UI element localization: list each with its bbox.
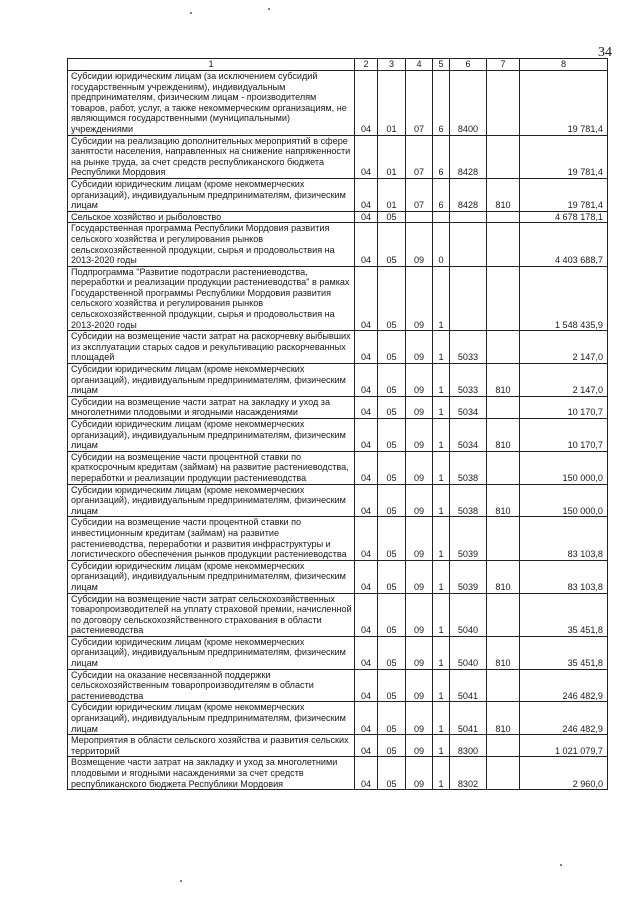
subprogram-code-cell: 1 bbox=[433, 757, 450, 790]
table-row bbox=[68, 266, 608, 331]
subprogram-code-cell: 1 bbox=[433, 593, 450, 636]
subsection-code-cell: 05 bbox=[378, 669, 406, 702]
table-row bbox=[68, 636, 608, 669]
description-cell: Субсидии на возмещение части процентной ставки по инвестиционным кредитам (займам) на развитие растениеводства, переработки и развития инфраструктуры и логистического обеспечения рынков продукции растениеводства bbox=[68, 517, 355, 560]
description-cell: Субсидии на оказание несвязанной поддержки сельскохозяйственным товаропроизводителям в области растениеводства bbox=[68, 669, 355, 702]
subsection-code-cell: 05 bbox=[378, 636, 406, 669]
subprogram-code-cell: 1 bbox=[433, 396, 450, 418]
expense-type-cell bbox=[487, 757, 520, 790]
amount-cell: 83 103,8 bbox=[520, 517, 608, 560]
section-code-cell: 04 bbox=[355, 593, 378, 636]
subsection-code-cell: 05 bbox=[378, 735, 406, 757]
scan-speck bbox=[268, 8, 270, 10]
header-cell: 2 bbox=[355, 59, 378, 71]
subsection-code-cell: 05 bbox=[378, 517, 406, 560]
subprogram-code-cell: 1 bbox=[433, 451, 450, 484]
section-code-cell: 04 bbox=[355, 419, 378, 452]
description-cell: Подпрограмма "Развитие подотрасли растениеводства, переработки и реализации продукции растениеводства" в рамках Государственной программы Республики Мордовия развития сельского хозяйства и регулирования рынков сельскохозяйственной продукции, сырья и продовольствия на 2013-2020 годы bbox=[68, 266, 355, 331]
section-code-cell: 04 bbox=[355, 735, 378, 757]
subprogram-code-cell: 1 bbox=[433, 484, 450, 517]
description-cell: Мероприятия в области сельского хозяйства и развития сельских территорий bbox=[68, 735, 355, 757]
table-row bbox=[68, 593, 608, 636]
subsection-code-cell: 01 bbox=[378, 135, 406, 178]
article-code-cell: 5034 bbox=[450, 419, 487, 452]
description-cell: Субсидии юридическим лицам (кроме некоммерческих организаций), индивидуальным предпринимателям, физическим лицам bbox=[68, 419, 355, 452]
amount-cell: 2 960,0 bbox=[520, 757, 608, 790]
subprogram-code-cell: 6 bbox=[433, 135, 450, 178]
expense-type-cell bbox=[487, 593, 520, 636]
table-row bbox=[68, 364, 608, 397]
article-code-cell: 8300 bbox=[450, 735, 487, 757]
program-code-cell: 09 bbox=[406, 419, 433, 452]
article-code-cell bbox=[450, 266, 487, 331]
amount-cell: 1 021 079,7 bbox=[520, 735, 608, 757]
article-code-cell: 8428 bbox=[450, 178, 487, 211]
subprogram-code-cell: 1 bbox=[433, 560, 450, 593]
section-code-cell: 04 bbox=[355, 517, 378, 560]
amount-cell: 10 170,7 bbox=[520, 396, 608, 418]
amount-cell: 150 000,0 bbox=[520, 451, 608, 484]
table-row bbox=[68, 419, 608, 452]
program-code-cell: 09 bbox=[406, 364, 433, 397]
table-row bbox=[68, 178, 608, 211]
amount-cell: 1 548 435,9 bbox=[520, 266, 608, 331]
section-code-cell: 04 bbox=[355, 135, 378, 178]
article-code-cell: 5038 bbox=[450, 451, 487, 484]
scan-speck bbox=[190, 12, 192, 14]
description-cell: Субсидии юридическим лицам (кроме некоммерческих организаций), индивидуальным предпринимателям, физическим лицам bbox=[68, 702, 355, 735]
article-code-cell: 5039 bbox=[450, 517, 487, 560]
table-row bbox=[68, 484, 608, 517]
expense-type-cell bbox=[487, 135, 520, 178]
subprogram-code-cell: 1 bbox=[433, 266, 450, 331]
program-code-cell: 09 bbox=[406, 702, 433, 735]
program-code-cell: 09 bbox=[406, 757, 433, 790]
amount-cell: 19 781,4 bbox=[520, 178, 608, 211]
program-code-cell: 09 bbox=[406, 223, 433, 266]
article-code-cell: 5034 bbox=[450, 396, 487, 418]
expense-type-cell bbox=[487, 517, 520, 560]
subprogram-code-cell: 1 bbox=[433, 419, 450, 452]
description-cell: Возмещение части затрат на закладку и уход за многолетними плодовыми и ягодными насаждениями за счет средств республиканского бюджета Республики Мордовия bbox=[68, 757, 355, 790]
amount-cell: 2 147,0 bbox=[520, 364, 608, 397]
section-code-cell: 04 bbox=[355, 223, 378, 266]
expense-type-cell bbox=[487, 211, 520, 223]
header-cell: 6 bbox=[450, 59, 487, 71]
description-cell: Субсидии юридическим лицам (за исключением субсидий государственным учреждениям), индивидуальным предпринимателям, физическим лицам - производителям товаров, работ, услуг, а также некоммерческим организациям, не являющимся государственными (муниципальными) учреждениями bbox=[68, 71, 355, 136]
header-cell: 4 bbox=[406, 59, 433, 71]
description-cell: Субсидии на возмещение части затрат на закладку и уход за многолетними плодовыми и ягодными насаждениями bbox=[68, 396, 355, 418]
subprogram-code-cell: 1 bbox=[433, 517, 450, 560]
article-code-cell: 5040 bbox=[450, 636, 487, 669]
subprogram-code-cell: 1 bbox=[433, 331, 450, 364]
expense-type-cell: 810 bbox=[487, 560, 520, 593]
header-cell: 3 bbox=[378, 59, 406, 71]
program-code-cell: 09 bbox=[406, 560, 433, 593]
article-code-cell: 5033 bbox=[450, 364, 487, 397]
amount-cell: 4 403 688,7 bbox=[520, 223, 608, 266]
expense-type-cell: 810 bbox=[487, 419, 520, 452]
article-code-cell bbox=[450, 211, 487, 223]
table-row bbox=[68, 757, 608, 790]
description-cell: Субсидии юридическим лицам (кроме некоммерческих организаций), индивидуальным предпринимателям, физическим лицам bbox=[68, 484, 355, 517]
section-code-cell: 04 bbox=[355, 636, 378, 669]
section-code-cell: 04 bbox=[355, 560, 378, 593]
subsection-code-cell: 05 bbox=[378, 593, 406, 636]
subprogram-code-cell bbox=[433, 211, 450, 223]
description-cell: Государственная программа Республики Мордовия развития сельского хозяйства и регулирования рынков сельскохозяйственной продукции, сырья и продовольствия на 2013-2020 годы bbox=[68, 223, 355, 266]
description-cell: Субсидии юридическим лицам (кроме некоммерческих организаций), индивидуальным предпринимателям, физическим лицам bbox=[68, 560, 355, 593]
amount-cell: 246 482,9 bbox=[520, 702, 608, 735]
section-code-cell: 04 bbox=[355, 364, 378, 397]
section-code-cell: 04 bbox=[355, 331, 378, 364]
program-code-cell: 09 bbox=[406, 484, 433, 517]
program-code-cell: 09 bbox=[406, 517, 433, 560]
section-code-cell: 04 bbox=[355, 757, 378, 790]
table-row bbox=[68, 735, 608, 757]
description-cell: Субсидии юридическим лицам (кроме некоммерческих организаций), индивидуальным предпринимателям, физическим лицам bbox=[68, 636, 355, 669]
section-code-cell: 04 bbox=[355, 484, 378, 517]
expense-type-cell: 810 bbox=[487, 702, 520, 735]
expense-type-cell bbox=[487, 71, 520, 136]
amount-cell: 10 170,7 bbox=[520, 419, 608, 452]
article-code-cell: 5041 bbox=[450, 702, 487, 735]
description-cell: Сельское хозяйство и рыболовство bbox=[68, 211, 355, 223]
subsection-code-cell: 05 bbox=[378, 331, 406, 364]
article-code-cell: 5040 bbox=[450, 593, 487, 636]
description-cell: Субсидии на возмещение части затрат сельскохозяйственных товаропроизводителей на уплату страховой премии, начисленной по договору сельскохозяйственного страхования в области растениеводства bbox=[68, 593, 355, 636]
amount-cell: 35 451,8 bbox=[520, 593, 608, 636]
expense-type-cell bbox=[487, 266, 520, 331]
budget-table bbox=[67, 58, 608, 790]
subsection-code-cell: 05 bbox=[378, 702, 406, 735]
table-row bbox=[68, 669, 608, 702]
description-cell: Субсидии юридическим лицам (кроме некоммерческих организаций), индивидуальным предпринимателям, физическим лицам bbox=[68, 178, 355, 211]
article-code-cell: 8400 bbox=[450, 71, 487, 136]
article-code-cell: 8428 bbox=[450, 135, 487, 178]
article-code-cell: 5038 bbox=[450, 484, 487, 517]
subsection-code-cell: 05 bbox=[378, 223, 406, 266]
section-code-cell: 04 bbox=[355, 211, 378, 223]
subsection-code-cell: 05 bbox=[378, 396, 406, 418]
expense-type-cell: 810 bbox=[487, 178, 520, 211]
amount-cell: 83 103,8 bbox=[520, 560, 608, 593]
amount-cell: 2 147,0 bbox=[520, 331, 608, 364]
subsection-code-cell: 01 bbox=[378, 178, 406, 211]
expense-type-cell bbox=[487, 735, 520, 757]
scan-speck bbox=[560, 864, 562, 866]
expense-type-cell bbox=[487, 223, 520, 266]
article-code-cell bbox=[450, 223, 487, 266]
subsection-code-cell: 05 bbox=[378, 484, 406, 517]
table-header-row bbox=[68, 59, 608, 71]
expense-type-cell: 810 bbox=[487, 364, 520, 397]
page-number: 34 bbox=[598, 45, 612, 60]
program-code-cell bbox=[406, 211, 433, 223]
table-row bbox=[68, 71, 608, 136]
amount-cell: 19 781,4 bbox=[520, 135, 608, 178]
header-cell: 7 bbox=[487, 59, 520, 71]
program-code-cell: 07 bbox=[406, 135, 433, 178]
subprogram-code-cell: 1 bbox=[433, 669, 450, 702]
description-cell: Субсидии на реализацию дополнительных мероприятий в сфере занятости населения, направленных на снижение напряженности на рынке труда, за счет средств республиканского бюджета Республики Мордовия bbox=[68, 135, 355, 178]
section-code-cell: 04 bbox=[355, 71, 378, 136]
article-code-cell: 8302 bbox=[450, 757, 487, 790]
program-code-cell: 09 bbox=[406, 331, 433, 364]
program-code-cell: 07 bbox=[406, 178, 433, 211]
program-code-cell: 09 bbox=[406, 636, 433, 669]
table-row bbox=[68, 702, 608, 735]
scan-speck bbox=[180, 880, 182, 882]
subprogram-code-cell: 0 bbox=[433, 223, 450, 266]
subprogram-code-cell: 1 bbox=[433, 636, 450, 669]
program-code-cell: 09 bbox=[406, 396, 433, 418]
subprogram-code-cell: 6 bbox=[433, 178, 450, 211]
amount-cell: 150 000,0 bbox=[520, 484, 608, 517]
section-code-cell: 04 bbox=[355, 669, 378, 702]
amount-cell: 35 451,8 bbox=[520, 636, 608, 669]
section-code-cell: 04 bbox=[355, 178, 378, 211]
expense-type-cell bbox=[487, 669, 520, 702]
subprogram-code-cell: 1 bbox=[433, 702, 450, 735]
section-code-cell: 04 bbox=[355, 702, 378, 735]
table-row bbox=[68, 396, 608, 418]
subsection-code-cell: 05 bbox=[378, 560, 406, 593]
program-code-cell: 09 bbox=[406, 451, 433, 484]
program-code-cell: 09 bbox=[406, 669, 433, 702]
program-code-cell: 09 bbox=[406, 266, 433, 331]
subsection-code-cell: 05 bbox=[378, 211, 406, 223]
table-row bbox=[68, 451, 608, 484]
expense-type-cell: 810 bbox=[487, 484, 520, 517]
expense-type-cell bbox=[487, 331, 520, 364]
expense-type-cell bbox=[487, 451, 520, 484]
table-row bbox=[68, 517, 608, 560]
expense-type-cell: 810 bbox=[487, 636, 520, 669]
article-code-cell: 5041 bbox=[450, 669, 487, 702]
subprogram-code-cell: 6 bbox=[433, 71, 450, 136]
subsection-code-cell: 05 bbox=[378, 364, 406, 397]
program-code-cell: 09 bbox=[406, 735, 433, 757]
description-cell: Субсидии на возмещение части процентной ставки по краткосрочным кредитам (займам) на развитие растениеводства, переработки и реализации продукции растениеводства bbox=[68, 451, 355, 484]
header-cell: 8 bbox=[520, 59, 608, 71]
table-row bbox=[68, 560, 608, 593]
subsection-code-cell: 01 bbox=[378, 71, 406, 136]
article-code-cell: 5033 bbox=[450, 331, 487, 364]
table-row bbox=[68, 331, 608, 364]
subsection-code-cell: 05 bbox=[378, 451, 406, 484]
table-row bbox=[68, 223, 608, 266]
article-code-cell: 5039 bbox=[450, 560, 487, 593]
description-cell: Субсидии на возмещение части затрат на раскорчевку выбывших из эксплуатации старых садов и рекультивацию раскорчеванных площадей bbox=[68, 331, 355, 364]
expense-type-cell bbox=[487, 396, 520, 418]
table-row bbox=[68, 135, 608, 178]
subsection-code-cell: 05 bbox=[378, 419, 406, 452]
amount-cell: 4 678 178,1 bbox=[520, 211, 608, 223]
amount-cell: 19 781,4 bbox=[520, 71, 608, 136]
subsection-code-cell: 05 bbox=[378, 266, 406, 331]
header-cell: 1 bbox=[68, 59, 355, 71]
amount-cell: 246 482,9 bbox=[520, 669, 608, 702]
section-code-cell: 04 bbox=[355, 451, 378, 484]
section-code-cell: 04 bbox=[355, 266, 378, 331]
program-code-cell: 07 bbox=[406, 71, 433, 136]
description-cell: Субсидии юридическим лицам (кроме некоммерческих организаций), индивидуальным предпринимателям, физическим лицам bbox=[68, 364, 355, 397]
header-cell: 5 bbox=[433, 59, 450, 71]
section-code-cell: 04 bbox=[355, 396, 378, 418]
program-code-cell: 09 bbox=[406, 593, 433, 636]
table-row bbox=[68, 211, 608, 223]
subprogram-code-cell: 1 bbox=[433, 364, 450, 397]
subprogram-code-cell: 1 bbox=[433, 735, 450, 757]
subsection-code-cell: 05 bbox=[378, 757, 406, 790]
